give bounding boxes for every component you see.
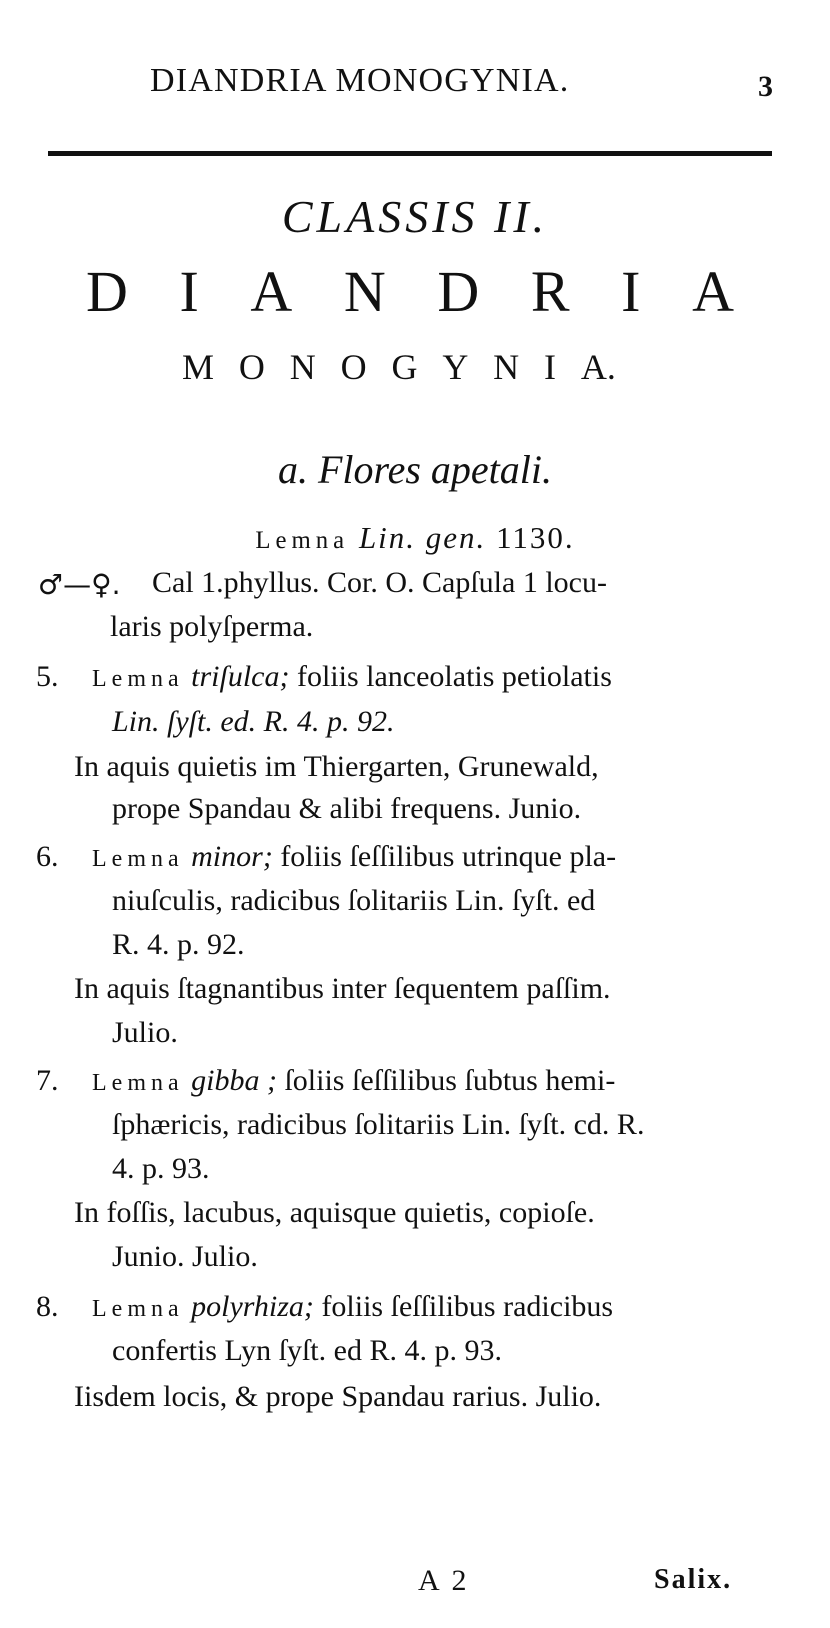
order-letter: N: [289, 347, 316, 387]
species-diagnosis: ſphæricis, radicibus ſolitariis Lin. ſyſt. cd. R.: [112, 1108, 645, 1141]
order-letter: I: [544, 347, 557, 387]
species-genus: Lemna: [92, 666, 184, 692]
species-habitat: Julio.: [112, 1016, 178, 1049]
species-epithet: polyrhiza;: [191, 1290, 314, 1323]
species-habitat: In aquis quietis im Thiergarten, Grunewald,: [74, 750, 599, 783]
species-diagnosis: foliis ſeſſilibus radicibus: [321, 1290, 614, 1323]
order-letter: G: [391, 347, 418, 387]
species-diagnosis: Lin. ſyſt. ed. R. 4. p. 92.: [112, 705, 395, 738]
species-diagnosis: niuſculis, radicibus ſolitariis Lin. ſyſt. ed: [112, 884, 596, 917]
header-rule: [48, 151, 772, 156]
species-genus: Lemna: [92, 1296, 184, 1322]
species-habitat: Junio. Julio.: [112, 1240, 258, 1273]
species-genus: Lemna: [92, 846, 184, 872]
species-number: 5.: [36, 660, 59, 693]
genus-character-line: Cal 1.phyllus. Cor. O. Capſula 1 locu-: [152, 566, 607, 599]
class-letter: D: [437, 259, 480, 324]
classis-heading: CLASSIS II.: [281, 191, 549, 242]
species-entry: [0, 840, 830, 880]
order-name-heading: [182, 346, 616, 388]
class-letter: A: [692, 259, 734, 324]
class-letter: N: [343, 259, 386, 324]
order-letter: O: [340, 347, 367, 387]
species-entry: [0, 1290, 830, 1330]
class-letter: I: [179, 259, 199, 324]
species-entry: [0, 660, 830, 700]
species-epithet: triſulca;: [191, 660, 290, 693]
order-letter: N: [493, 347, 520, 387]
species-habitat: Iisdem locis, & prope Spandau rarius. Julio.: [74, 1380, 602, 1413]
genus-heading: [0, 520, 830, 556]
species-diagnosis: foliis ſeſſilibus utrinque pla-: [280, 840, 617, 873]
class-letter: I: [621, 259, 641, 324]
class-name-heading: [86, 258, 734, 325]
order-letter: Y: [442, 347, 469, 387]
sex-symbols: ♂—♀.: [38, 568, 121, 601]
species-epithet: minor;: [191, 840, 273, 873]
genus-character-line: laris polyſperma.: [110, 610, 314, 643]
species-entry: [0, 1064, 830, 1104]
genus-number: 1130.: [496, 520, 575, 555]
class-letter: R: [530, 259, 570, 324]
species-diagnosis: ſoliis ſeſſilibus ſubtus hemi-: [284, 1064, 616, 1097]
class-letter: D: [86, 259, 128, 324]
species-diagnosis: confertis Lyn ſyſt. ed R. 4. p. 93.: [112, 1334, 502, 1367]
species-habitat: In foſſis, lacubus, aquisque quietis, copioſe.: [74, 1196, 595, 1229]
species-number: 6.: [36, 840, 59, 873]
signature-mark: A 2: [418, 1564, 470, 1597]
species-epithet: gibba ;: [191, 1064, 277, 1097]
genus-character-continued: [0, 610, 830, 650]
species-habitat: prope Spandau & alibi frequens. Junio.: [112, 792, 582, 825]
species-genus: Lemna: [92, 1070, 184, 1096]
species-number: 7.: [36, 1064, 59, 1097]
species-diagnosis: foliis lanceolatis petiolatis: [296, 660, 612, 693]
order-letter: M: [182, 347, 215, 387]
catchword: Salix.: [654, 1564, 733, 1595]
genus-name: Lemna: [255, 527, 350, 554]
genus-character: [0, 566, 830, 606]
species-habitat: In aquis ſtagnantibus inter ſequentem paſſim.: [74, 972, 611, 1005]
page-number: 3: [758, 70, 773, 103]
genus-ref: Lin. gen.: [358, 520, 487, 555]
running-title: DIANDRIA MONOGYNIA.: [150, 62, 570, 99]
species-diagnosis: R. 4. p. 92.: [112, 928, 245, 961]
class-letter: A: [250, 259, 293, 324]
order-letter: O: [238, 347, 265, 387]
section-heading: a. Flores apetali.: [277, 447, 553, 492]
order-letter: A.: [580, 347, 616, 387]
species-number: 8.: [36, 1290, 59, 1323]
species-diagnosis: 4. p. 93.: [112, 1152, 210, 1185]
